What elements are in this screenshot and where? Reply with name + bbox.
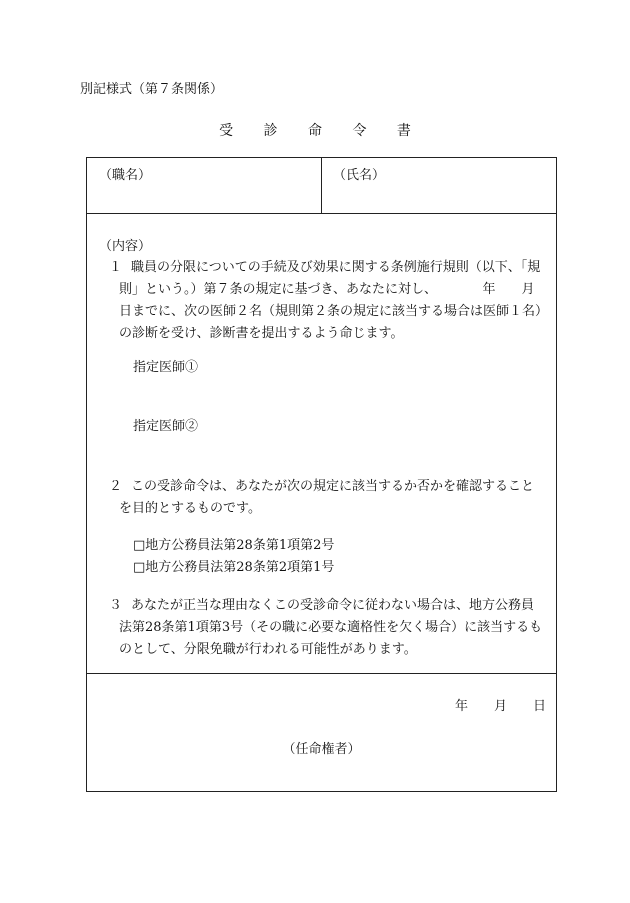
item1-line4: の診断を受け、診断書を提出するよう命じます。 (119, 326, 404, 341)
content-heading: （内容） (99, 239, 152, 254)
item2-number: ２ (109, 479, 123, 494)
item1-line1 (109, 256, 540, 275)
item3-line3: のとして、分限免職が行われる可能性があります。 (119, 642, 417, 657)
name-label: （氏名） (333, 168, 386, 183)
item2-line2: を目的とするものです。 (119, 501, 261, 516)
title-char: 命 (308, 123, 322, 139)
form-table (86, 157, 557, 792)
item3-text: あなたが正当な理由なくこの受診命令に従わない場合は、地方公務員 (131, 598, 535, 613)
item1-number: １ (109, 260, 123, 275)
checkbox-item-1: □地方公務員法第28条第1項第2号 (133, 538, 335, 553)
item2-line1 (109, 475, 534, 494)
appointing-authority: （任命権者） (282, 742, 361, 757)
title-char: 令 (352, 123, 367, 139)
row-divider-top (87, 213, 556, 214)
item1-line2: 則」という。）第７条の規定に基づき、あなたに対し、 年 月 (119, 282, 535, 297)
item1-line3: 日までに、次の医師２名（規則第２条の規定に該当する場合は医師１名） (119, 304, 549, 319)
column-divider (321, 158, 322, 213)
doctor2-label: 指定医師② (133, 419, 199, 434)
item3-line2: 法第28条第1項第3号（その職に必要な適格性を欠く場合）に該当するも (119, 620, 543, 635)
checkbox-item-2: □地方公務員法第28条第2項第1号 (133, 560, 335, 575)
item1-text: 職員の分限についての手続及び効果に関する条例施行規則（以下、「規 (131, 260, 541, 275)
form-label: 別記様式（第７条関係） (80, 82, 224, 97)
item3-line1 (109, 594, 534, 613)
position-label: （職名） (99, 168, 152, 183)
item3-number: ３ (109, 598, 123, 613)
item2-text: この受診命令は、あなたが次の規定に該当するか否かを確認すること (131, 479, 535, 494)
footer-date: 年 月 日 (454, 699, 546, 714)
title-char: 診 (263, 123, 278, 139)
doctor1-label: 指定医師① (133, 360, 199, 375)
title-char: 受 (219, 123, 234, 139)
title-char: 書 (396, 123, 411, 139)
document-title (0, 120, 630, 140)
row-divider-footer (87, 673, 556, 674)
